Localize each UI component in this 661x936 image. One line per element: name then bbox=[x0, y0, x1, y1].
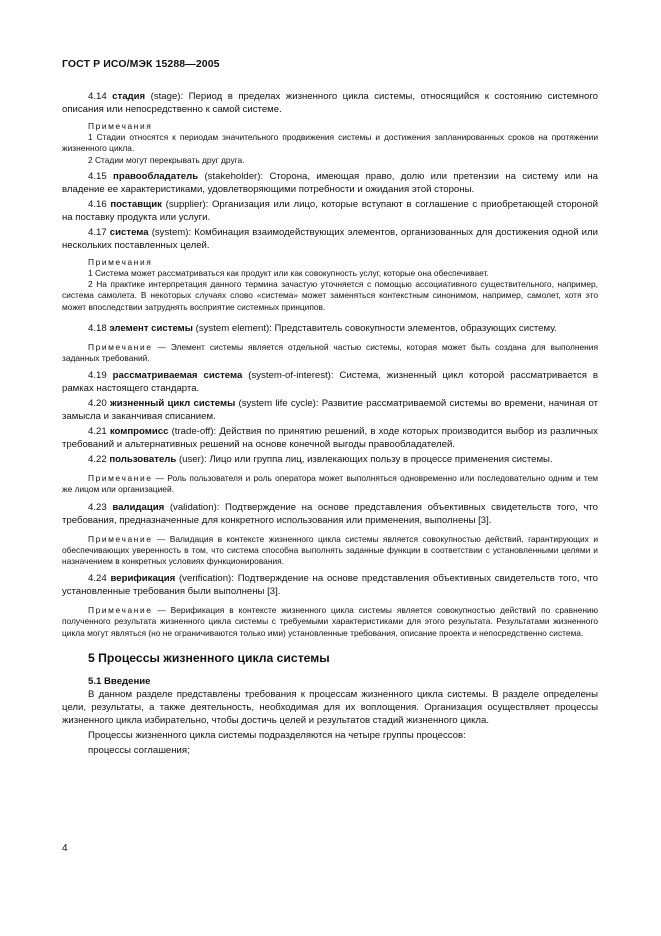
term-4-19: 4.19 рассматриваемая система (system-of-interest): Система, жизненный цикл которой рассматривается в рамках настоящего стандарта. bbox=[62, 370, 598, 395]
term-4-15: 4.15 правообладатель (stakeholder): Сторона, имеющая право, долю или претензии на систему или на владение ее характеристиками, удовлетворяющими потребности и ожидания этой стороны. bbox=[62, 170, 598, 195]
page-number: 4 bbox=[62, 843, 68, 854]
term-4-24: 4.24 верификация (verification): Подтверждение на основе представления объективных свидетельств того, что установленные требования были выполнены [3]. bbox=[62, 573, 598, 598]
term-4-21: 4.21 компромисс (trade-off): Действия по принятию решений, в ходе которых производится выбор из различных требований и альтернативных решений на основе конечной выгоды правообладателей. bbox=[62, 426, 598, 451]
subsection-title: 5.1 Введение bbox=[88, 675, 151, 687]
notes-heading: Примечания bbox=[88, 121, 153, 131]
note-item: 1 Система может рассматриваться как продукт или как совокупность услуг, которые она обеспечивает. bbox=[88, 268, 489, 279]
term-4-16: 4.16 поставщик (supplier): Организация или лицо, которые вступают в соглашение с приобретающей стороной на поставку продукта или услуги. bbox=[62, 198, 598, 223]
notes-4-17 bbox=[62, 257, 598, 313]
term-4-20: 4.20 жизненный цикл системы (system life cycle): Развитие рассматриваемой системы во времени, начиная от замысла и заканчивая списанием. bbox=[62, 398, 599, 423]
note-4-22: Примечание — Роль пользователя и роль оператора может выполняться одновременно или последовательно одним и тем же лицом или организацией. bbox=[62, 473, 598, 495]
note-item: 2 Стадии могут перекрывать друг друга. bbox=[88, 154, 245, 165]
term-4-17: 4.17 система (system): Комбинация взаимодействующих элементов, организованных для достижения одной или нескольких поставленных целей. bbox=[62, 226, 598, 251]
note-item: 2 На практике интерпретация данного термина зачастую уточняется с помощью ассоциативного существительного, например, система самолета. В некоторых случаях слово «система» может заменяться контекстным синонимом, например, самолет, хотя это может впоследствии затруднять восприятие системных принципов. bbox=[62, 279, 598, 312]
notes-4-14 bbox=[62, 121, 598, 166]
page-body bbox=[62, 90, 598, 759]
section-title: 5 Процессы жизненного цикла системы bbox=[88, 650, 330, 665]
notes-heading: Примечания bbox=[88, 256, 153, 267]
note-4-23: Примечание — Валидация в контексте жизненного цикла системы является совокупностью действий, гарантирующих и обеспечивающих уверенность в том, что система способна выполнять заданные функции в соответствии с установленными целями и назначением в конкретных условиях функционирования. bbox=[62, 533, 598, 567]
term-4-23: 4.23 валидация (validation): Подтверждение на основе представления объективных свидетельств того, что требования, предназначенные для конкретного использования или применения, выполнены [3]. bbox=[62, 501, 598, 526]
body-paragraph: Процессы жизненного цикла системы подразделяются на четыре группы процессов: bbox=[88, 729, 466, 741]
note-item: 1 Стадии относятся к периодам значительного продвижения системы и достижения запланированных сроков на протяжении жизненного цикла. bbox=[62, 132, 598, 154]
term-4-14: 4.14 стадия (stage): Период в пределах жизненного цикла системы, относящийся к состоянию системного описания или непосредственно к самой системе. bbox=[62, 91, 598, 115]
body-paragraph: В данном разделе представлены требования к процессам жизненного цикла системы. В разделе определены цели, результаты, а также деятельность, необходимая для их воплощения. Организация осуществляет процессы жизненного цикла избирательно, чтобы достичь целей и результатов стадий жизненного цикла. bbox=[62, 688, 598, 726]
term-4-22: 4.22 пользователь (user): Лицо или группа лиц, извлекающих пользу в процессе применения системы. bbox=[88, 454, 553, 466]
note-4-18: Примечание — Элемент системы является отдельной частью системы, которая может быть создана для выполнения заданных требований. bbox=[62, 341, 598, 364]
document-header: ГОСТ Р ИСО/МЭК 15288—2005 bbox=[62, 58, 220, 70]
body-paragraph: процессы соглашения; bbox=[88, 744, 190, 756]
term-4-18: 4.18 элемент системы (system element): Представитель совокупности элементов, образующих систему. bbox=[88, 322, 557, 334]
note-4-24: Примечание — Верификация в контексте жизненного цикла системы является совокупностью действий по сравнению полученного результата жизненного цикла системы с требуемыми характеристиками для этого результата. Результатами жизненного цикла могут являться (но не ограничиваются только ими) установленные требования, описание проекта и непосредственно система. bbox=[62, 605, 598, 638]
